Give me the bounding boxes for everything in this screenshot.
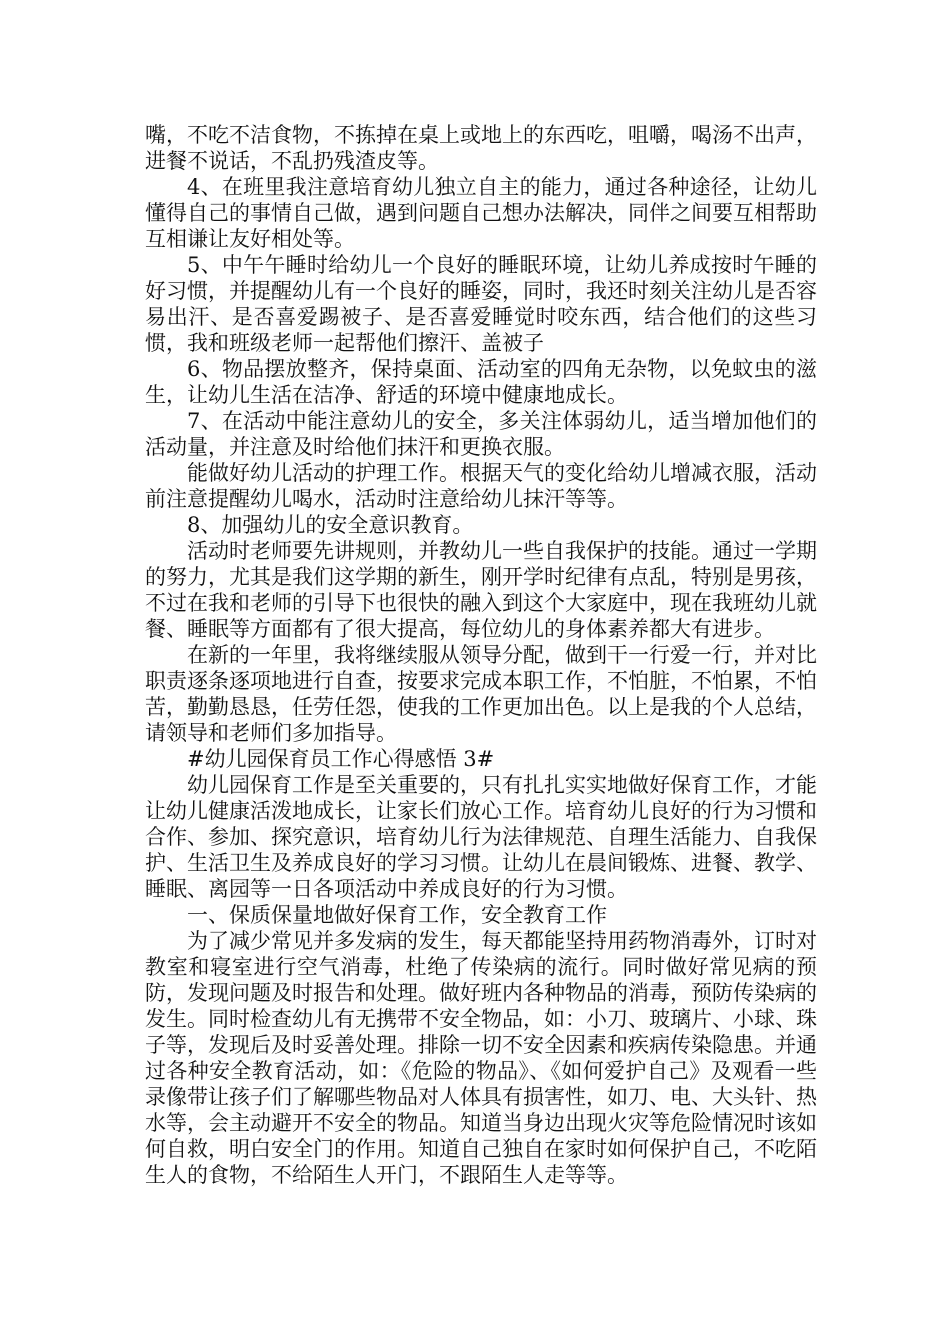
paragraph-5: 7、在活动中能注意幼儿的安全，多关注体弱幼儿，适当增加他们的活动量，并注意及时给他们抹汗和更换衣服。 [145, 409, 817, 459]
paragraph-8: 活动时老师要先讲规则，并教幼儿一些自我保护的技能。通过一学期的努力，尤其是我们这学期的新生，刚开学时纪律有点乱，特别是男孩，不过在我和老师的引导下也很快的融入到这个大家庭中，现在我班幼儿就餐、睡眠等方面都有了很大提高，每位幼儿的身体素养都大有进步。 [145, 539, 817, 641]
paragraph-11: 为了减少常见并多发病的发生，每天都能坚持用药物消毒外，订时对教室和寝室进行空气消毒，杜绝了传染病的流行。同时做好常见病的预防，发现问题及时报告和处理。做好班内各种物品的消毒，预防传染病的发生。同时检查幼儿有无携带不安全物品，如：小刀、玻璃片、小球、珠子等，发现后及时妥善处理。排除一切不安全因素和疾病传染隐患。并通过各种安全教育活动，如：《危险的物品》、《如何爱护自己》及观看一些录像带让孩子们了解哪些物品对人体具有损害性，如刀、电、大头针、热水等，会主动避开不安全的物品。知道当身边出现火灾等危险情况时该如何自救，明白安全门的作用。知道自己独自在家时如何保护自己，不吃陌生人的食物，不给陌生人开门，不跟陌生人走等等。 [145, 929, 817, 1187]
paragraph-2: 4、在班里我注意培育幼儿独立自主的能力，通过各种途径，让幼儿懂得自己的事情自己做，遇到问题自己想办法解决，同伴之间要互相帮助互相谦让友好相处等。 [145, 175, 817, 251]
paragraph-10: 幼儿园保育工作是至关重要的，只有扎扎实实地做好保育工作，才能让幼儿健康活泼地成长，让家长们放心工作。培育幼儿良好的行为习惯和合作、参加、探究意识，培育幼儿行为法律规范、自理生活能力、自我保护、生活卫生及养成良好的学习习惯。让幼儿在晨间锻炼、进餐、教学、睡眠、离园等一日各项活动中养成良好的行为习惯。 [145, 773, 817, 901]
paragraph-9: 在新的一年里，我将继续服从领导分配，做到干一行爱一行，并对比职责逐条逐项地进行自查，按要求完成本职工作，不怕脏，不怕累，不怕苦，勤勤恳恳，任劳任怨，使我的工作更加出色。以上是我的个人总结，请领导和老师们多加指导。 [145, 643, 817, 745]
document-page [145, 122, 817, 1188]
paragraph-6: 能做好幼儿活动的护理工作。根据天气的变化给幼儿增减衣服，活动前注意提醒幼儿喝水，活动时注意给幼儿抹汗等等。 [145, 461, 817, 511]
paragraph-4: 6、物品摆放整齐，保持桌面、活动室的四角无杂物，以免蚊虫的滋生，让幼儿生活在洁净、舒适的环境中健康地成长。 [145, 357, 817, 407]
paragraph-3: 5、中午午睡时给幼儿一个良好的睡眠环境，让幼儿养成按时午睡的好习惯，并提醒幼儿有一个良好的睡姿，同时，我还时刻关注幼儿是否容易出汗、是否喜爱踢被子、是否喜爱睡觉时咬东西，结合他们的这些习惯，我和班级老师一起帮他们擦汗、盖被子 [145, 253, 817, 355]
subsection-heading: 一、保质保量地做好保育工作，安全教育工作 [187, 903, 607, 927]
section-heading: #幼儿园保育员工作心得感悟 3# [187, 747, 495, 771]
paragraph-7: 8、加强幼儿的安全意识教育。 [187, 513, 474, 537]
paragraph-1: 嘴，不吃不洁食物，不拣掉在桌上或地上的东西吃，咀嚼，喝汤不出声，进餐不说话，不乱扔残渣皮等。 [145, 123, 817, 173]
